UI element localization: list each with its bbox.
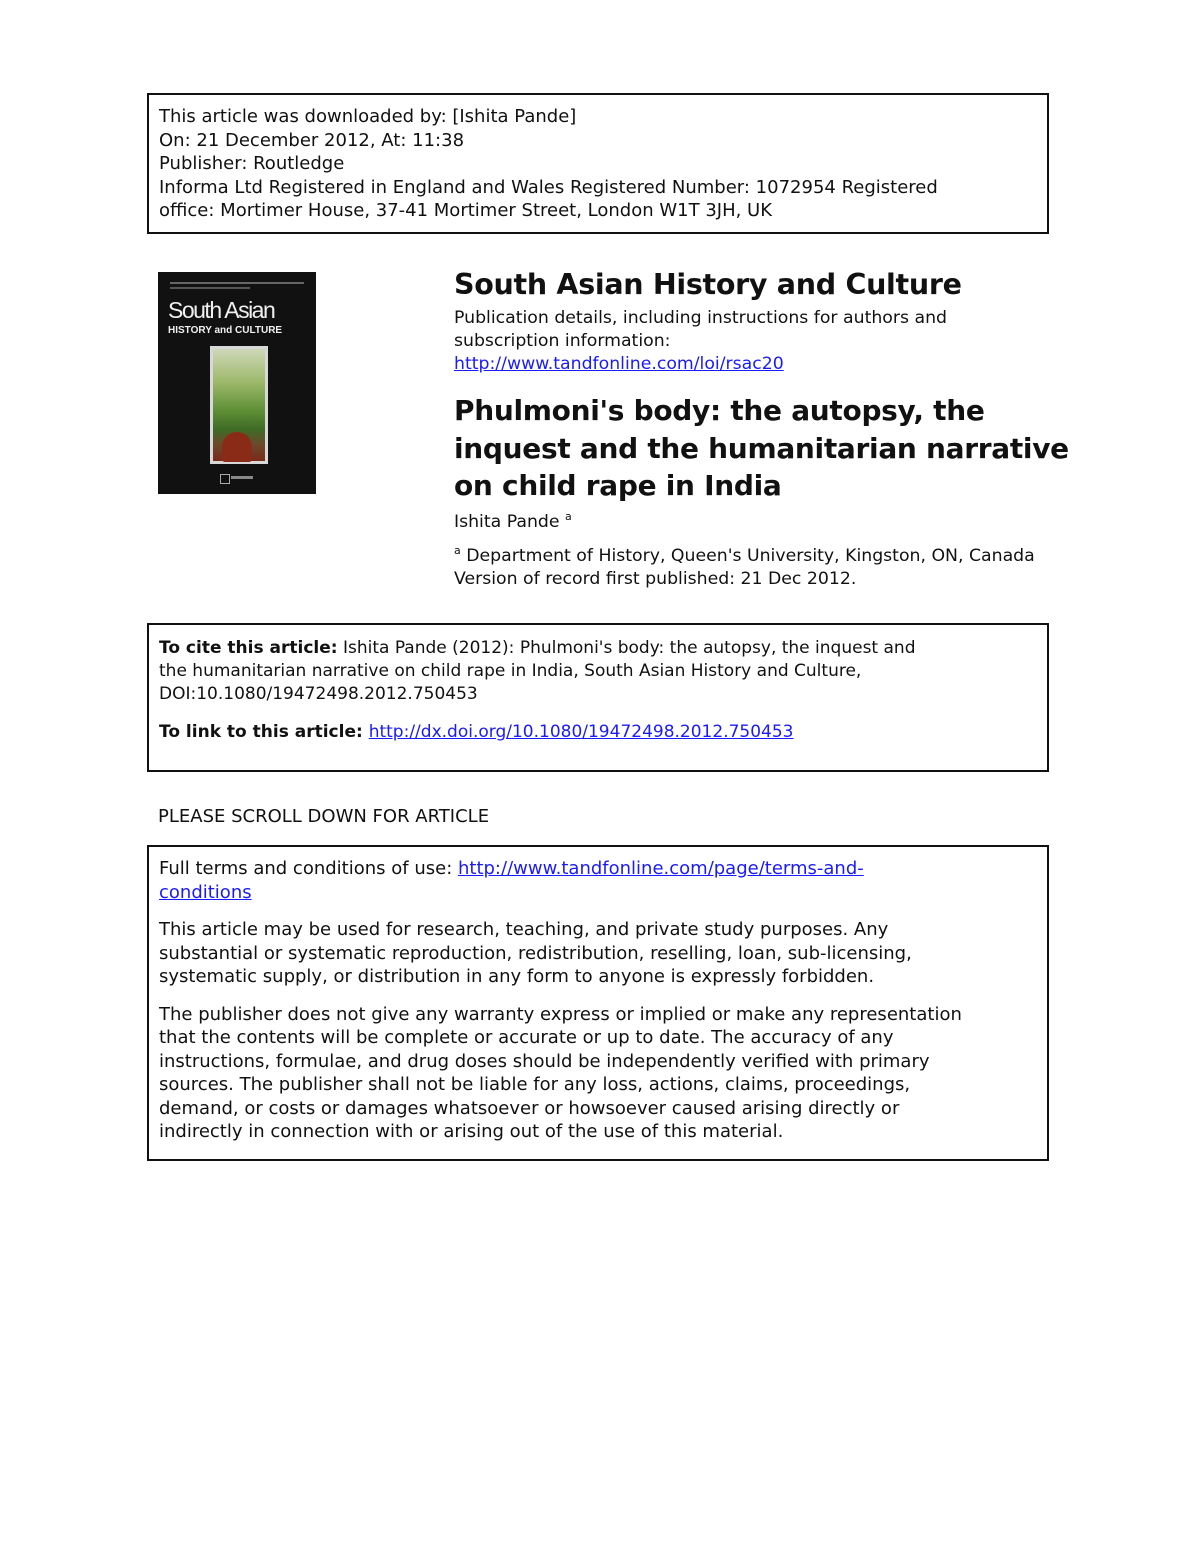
- terms-box: [147, 845, 1049, 1161]
- affiliation-block: [454, 539, 1035, 591]
- cover-title: South Asian: [168, 297, 275, 323]
- terms-link-part-1[interactable]: http://www.tandfonline.com/page/terms-and-: [457, 858, 864, 879]
- article-title: [454, 392, 1069, 505]
- article-title-line-2: inquest and the humanitarian narrative: [454, 431, 1069, 465]
- author-affil-marker: a: [565, 510, 572, 523]
- cover-header-rule: [170, 282, 304, 284]
- terms-line: [159, 857, 1037, 881]
- journal-url-link[interactable]: http://www.tandfonline.com/loi/rsac20: [454, 354, 784, 374]
- office-line: office: Mortimer House, 37-41 Mortimer Street, London W1T 3JH, UK: [159, 200, 773, 221]
- disclaimer-line: demand, or costs or damages whatsoever or howsoever caused arising directly or: [159, 1097, 900, 1119]
- article-title-line-1: Phulmoni's body: the autopsy, the: [454, 394, 985, 427]
- pub-details-line-1: Publication details, including instructions for authors and: [454, 308, 947, 328]
- cite-line-3: DOI:10.1080/19472498.2012.750453: [159, 684, 478, 704]
- scroll-down-note: PLEASE SCROLL DOWN FOR ARTICLE: [158, 806, 490, 827]
- journal-title: South Asian History and Culture: [454, 268, 962, 301]
- registration-line: Informa Ltd Registered in England and Wales Registered Number: 1072954 Registered: [159, 176, 938, 198]
- author-name: Ishita Pande: [454, 512, 560, 532]
- version-of-record: Version of record first published: 21 Dec 2012.: [454, 569, 857, 589]
- publisher-line: Publisher: Routledge: [159, 153, 345, 174]
- publication-details: [454, 307, 947, 376]
- terms-link-part-2[interactable]: conditions: [159, 881, 252, 903]
- publisher-logo-icon: [220, 474, 230, 484]
- cite-text-1: Ishita Pande (2012): Phulmoni's body: the autopsy, the inquest and: [337, 638, 916, 658]
- pub-details-line-2: subscription information:: [454, 331, 671, 351]
- download-info-box: [147, 93, 1049, 234]
- affiliation-line: [454, 539, 1035, 568]
- cover-subtitle: HISTORY and CULTURE: [168, 325, 283, 336]
- download-date-line: On: 21 December 2012, At: 11:38: [159, 129, 465, 151]
- cover-header-rule-2: [170, 287, 250, 289]
- usage-line: substantial or systematic reproduction, redistribution, reselling, loan, sub-licensing,: [159, 942, 912, 964]
- usage-paragraph: [159, 918, 1037, 989]
- affiliation-text: Department of History, Queen's University, Kingston, ON, Canada: [460, 546, 1035, 566]
- publisher-logo-text: [231, 476, 253, 479]
- downloaded-by-line: This article was downloaded by: [Ishita Pande]: [159, 106, 577, 127]
- cite-label: To cite this article:: [159, 638, 338, 658]
- disclaimer-paragraph: [159, 1003, 1037, 1144]
- link-label: To link to this article:: [159, 722, 369, 742]
- disclaimer-line: instructions, formulae, and drug doses should be independently verified with primary: [159, 1050, 930, 1072]
- doi-link[interactable]: http://dx.doi.org/10.1080/19472498.2012.750453: [368, 722, 794, 742]
- citation-box: [147, 623, 1049, 772]
- usage-line: This article may be used for research, teaching, and private study purposes. Any: [159, 919, 889, 940]
- disclaimer-line: sources. The publisher shall not be liable for any loss, actions, claims, proceedings,: [159, 1074, 911, 1095]
- article-title-line-3: on child rape in India: [454, 469, 782, 502]
- journal-cover-image: [158, 272, 316, 494]
- terms-label: Full terms and conditions of use:: [159, 858, 458, 879]
- usage-line: systematic supply, or distribution in any form to anyone is expressly forbidden.: [159, 966, 875, 987]
- affil-marker: a: [454, 544, 461, 557]
- disclaimer-line: that the contents will be complete or accurate or up to date. The accuracy of any: [159, 1027, 894, 1048]
- author: [454, 510, 572, 532]
- disclaimer-line: indirectly in connection with or arising out of the use of this material.: [159, 1121, 784, 1142]
- disclaimer-line: The publisher does not give any warranty express or implied or make any representation: [159, 1003, 962, 1025]
- link-line: [159, 721, 1037, 744]
- cite-line-2: the humanitarian narrative on child rape in India, South Asian History and Culture,: [159, 661, 862, 681]
- cover-figures: [222, 432, 252, 462]
- cite-line-1: [159, 637, 1037, 660]
